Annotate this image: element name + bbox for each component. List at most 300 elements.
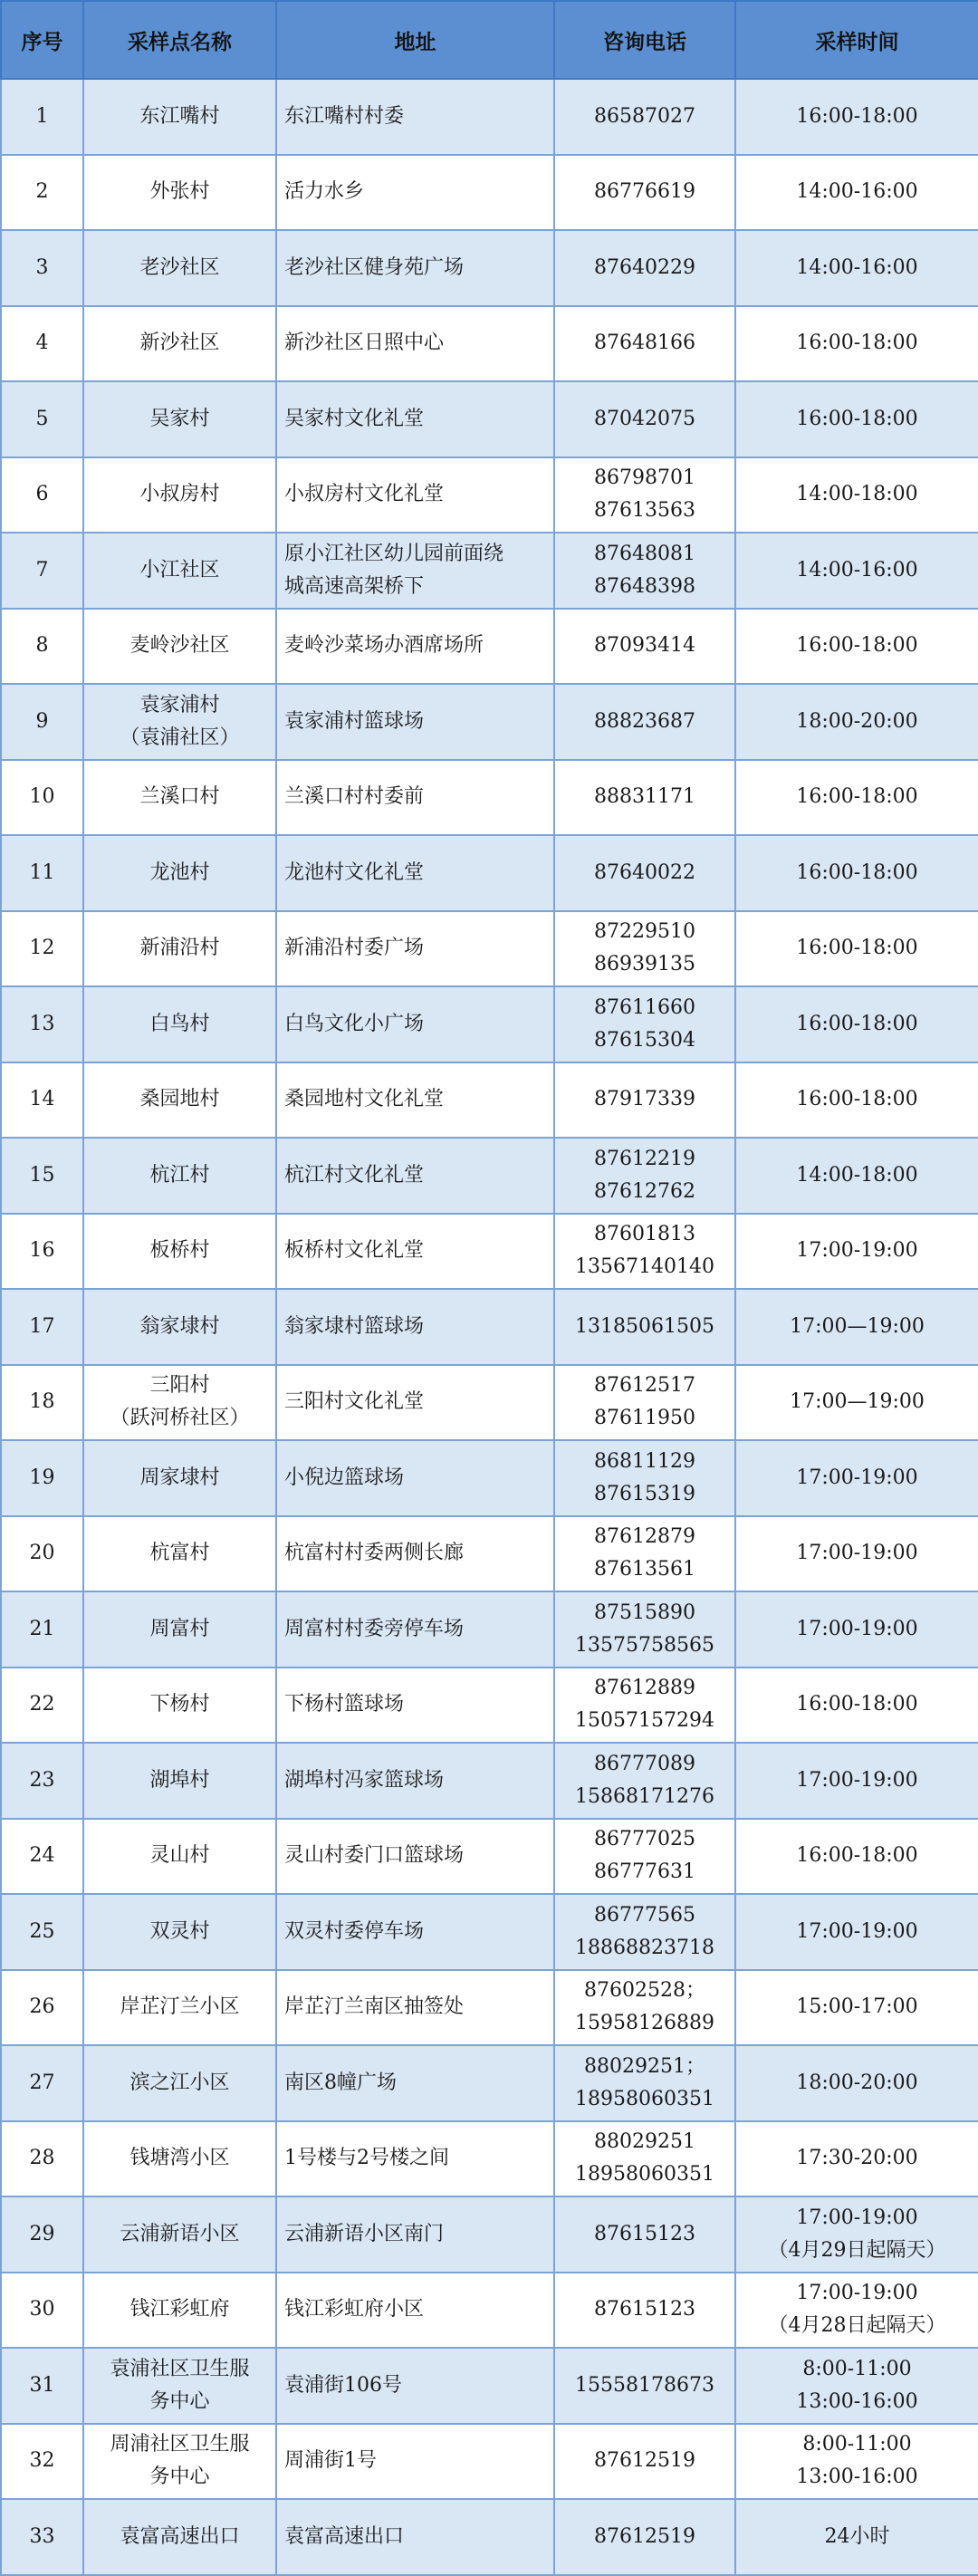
cell-phone	[554, 1894, 735, 1970]
cell-sampling-time	[735, 2499, 978, 2575]
cell-site-name	[83, 2273, 276, 2349]
cell-sampling-time	[735, 1440, 978, 1516]
cell-serial-no: 11	[1, 835, 83, 911]
cell-phone	[554, 609, 735, 685]
cell-serial-no: 10	[1, 760, 83, 836]
cell-site-name-line: 小江社区	[139, 558, 220, 582]
table-row	[1, 230, 978, 306]
cell-serial-no: 9	[1, 684, 83, 760]
cell-serial-no: 12	[1, 911, 83, 987]
cell-site-name	[83, 1516, 276, 1592]
cell-sampling-time-line: 17:00—19:00	[790, 1390, 925, 1414]
cell-address-line: 袁浦街106号	[284, 2373, 402, 2397]
cell-phone-line: 86798701	[594, 466, 695, 490]
cell-phone-line: 13575758565	[575, 1633, 714, 1657]
cell-phone-line: 86776619	[594, 180, 695, 204]
cell-sampling-time-line: 24小时	[824, 2524, 890, 2548]
cell-phone-line: 88823687	[594, 709, 695, 733]
cell-address	[276, 2348, 554, 2424]
cell-phone-line: 86939135	[594, 953, 695, 976]
cell-phone	[554, 533, 735, 609]
cell-phone	[554, 911, 735, 987]
cell-phone	[554, 1591, 735, 1668]
cell-sampling-time-line: 17:00-19:00	[796, 1466, 918, 1489]
cell-address	[276, 230, 554, 306]
cell-phone	[554, 1440, 735, 1516]
cell-address	[276, 760, 554, 836]
table-row	[1, 1138, 978, 1214]
table-row	[1, 1440, 978, 1516]
cell-site-name	[83, 986, 276, 1062]
cell-site-name-line: 袁富高速出口	[120, 2524, 240, 2548]
cell-phone	[554, 230, 735, 306]
table-row	[1, 684, 978, 760]
cell-sampling-time	[735, 155, 978, 231]
cell-sampling-time	[735, 1591, 978, 1668]
cell-sampling-time	[735, 2121, 978, 2197]
cell-site-name-line: 板桥村	[149, 1239, 210, 1263]
cell-site-name-line: 周富村	[149, 1617, 210, 1640]
cell-sampling-time	[735, 533, 978, 609]
cell-address-line: 灵山村委门口篮球场	[284, 1844, 465, 1868]
cell-address-line: 老沙社区健身苑广场	[284, 255, 465, 279]
table-row	[1, 835, 978, 911]
cell-site-name-line: 桑园地村	[139, 1088, 220, 1111]
cell-address-line: 周富村村委旁停车场	[284, 1617, 465, 1640]
cell-site-name-line: 灵山村	[149, 1844, 210, 1868]
cell-address	[276, 2121, 554, 2197]
cell-sampling-time-line: 14:00-18:00	[796, 483, 918, 506]
cell-address	[276, 609, 554, 685]
table-row	[1, 911, 978, 987]
cell-sampling-time-line: 13:00-16:00	[796, 2465, 918, 2489]
cell-sampling-time	[735, 1365, 978, 1441]
cell-site-name-line: 下杨村	[149, 1693, 210, 1716]
cell-site-name-line: 小叔房村	[139, 483, 220, 506]
cell-sampling-time	[735, 609, 978, 685]
cell-phone-line: 15558178673	[575, 2373, 714, 2397]
cell-site-name-line: 岸芷汀兰小区	[120, 1995, 240, 2019]
cell-phone-line: 86777631	[594, 1860, 695, 1884]
cell-serial-no: 20	[1, 1516, 83, 1592]
cell-phone-line: 87601813	[594, 1223, 695, 1246]
table-body	[1, 79, 978, 2575]
cell-sampling-time	[735, 2424, 978, 2500]
table-row	[1, 1591, 978, 1668]
cell-sampling-time-line: （4月29日起隔天）	[768, 2238, 946, 2262]
cell-serial-no: 33	[1, 2499, 83, 2575]
cell-sampling-time	[735, 760, 978, 836]
cell-phone	[554, 760, 735, 836]
cell-address	[276, 684, 554, 760]
cell-phone	[554, 1138, 735, 1214]
cell-site-name	[83, 1440, 276, 1516]
cell-address-line: 杭富村村委两侧长廊	[284, 1542, 465, 1565]
table-row	[1, 2121, 978, 2197]
cell-sampling-time	[735, 1668, 978, 1744]
cell-phone-line: 15868171276	[575, 1784, 714, 1808]
cell-serial-no: 19	[1, 1440, 83, 1516]
cell-site-name	[83, 760, 276, 836]
cell-address-line: 活力水乡	[284, 180, 365, 204]
cell-site-name-line: 杭江村	[149, 1163, 210, 1187]
table-row	[1, 1214, 978, 1290]
cell-phone	[554, 381, 735, 457]
cell-address-line: 小叔房村文化礼堂	[284, 483, 445, 506]
cell-address	[276, 986, 554, 1062]
cell-site-name	[83, 609, 276, 685]
cell-sampling-time-line: 16:00-18:00	[796, 332, 918, 355]
cell-sampling-time-line: 17:00-19:00	[796, 1617, 918, 1640]
header-sampling-time: 采样时间	[735, 1, 978, 79]
cell-sampling-time	[735, 2273, 978, 2349]
cell-serial-no: 25	[1, 1894, 83, 1970]
cell-serial-no: 23	[1, 1743, 83, 1819]
cell-sampling-time-line: 16:00-18:00	[796, 1088, 918, 1111]
cell-phone-line: 87611660	[594, 995, 695, 1019]
cell-phone-line: 87615123	[594, 2298, 695, 2321]
cell-address	[276, 1365, 554, 1441]
cell-phone-line: 87602528；	[584, 1979, 705, 2003]
cell-address	[276, 1668, 554, 1744]
cell-phone-line: 86811129	[594, 1449, 695, 1473]
cell-site-name	[83, 1743, 276, 1819]
cell-address-line: 白鸟文化小广场	[284, 1012, 425, 1035]
cell-sampling-time-line: 18:00-20:00	[796, 2071, 918, 2094]
cell-sampling-time-line: 8:00-11:00	[802, 2433, 912, 2456]
cell-address-line: 1号楼与2号楼之间	[284, 2147, 449, 2170]
cell-site-name-line: 三阳村	[149, 1374, 210, 1398]
table-row	[1, 986, 978, 1062]
cell-phone-line: 87611950	[594, 1407, 695, 1430]
cell-phone-line: 87615123	[594, 2222, 695, 2245]
cell-sampling-time	[735, 1894, 978, 1970]
cell-phone-line: 87612889	[594, 1677, 695, 1700]
table-header-row	[1, 1, 978, 79]
cell-site-name-line: 周浦社区卫生服	[110, 2433, 250, 2456]
cell-sampling-time-line: 17:00-19:00	[796, 2206, 918, 2229]
cell-serial-no: 27	[1, 2045, 83, 2121]
table-row	[1, 381, 978, 457]
cell-serial-no: 16	[1, 1214, 83, 1290]
cell-sampling-time-line: 14:00-16:00	[796, 558, 918, 582]
cell-sampling-time-line: 16:00-18:00	[796, 1012, 918, 1035]
cell-address-line: 云浦新语小区南门	[284, 2222, 445, 2245]
cell-sampling-time	[735, 835, 978, 911]
cell-site-name-line: 湖埠村	[149, 1768, 210, 1792]
table-row	[1, 1894, 978, 1970]
cell-address-line: 桑园地村文化礼堂	[284, 1088, 445, 1111]
cell-address-line: 岸芷汀兰南区抽签处	[284, 1995, 465, 2019]
cell-site-name	[83, 1894, 276, 1970]
cell-phone	[554, 1743, 735, 1819]
cell-sampling-time	[735, 79, 978, 155]
cell-serial-no: 15	[1, 1138, 83, 1214]
cell-site-name	[83, 381, 276, 457]
table-row	[1, 1743, 978, 1819]
cell-phone-line: 15958126889	[575, 2012, 714, 2035]
cell-phone	[554, 2499, 735, 2575]
cell-address	[276, 2424, 554, 2500]
cell-phone	[554, 1668, 735, 1744]
cell-phone-line: 86777565	[594, 1903, 695, 1927]
cell-site-name-line: 东江嘴村	[139, 104, 220, 128]
cell-address	[276, 79, 554, 155]
cell-sampling-time	[735, 684, 978, 760]
cell-serial-no: 22	[1, 1668, 83, 1744]
cell-sampling-time-line: 13:00-16:00	[796, 2389, 918, 2413]
cell-address-line: 袁富高速出口	[284, 2524, 405, 2548]
cell-phone	[554, 1970, 735, 2046]
cell-serial-no: 26	[1, 1970, 83, 2046]
cell-serial-no: 8	[1, 609, 83, 685]
cell-site-name	[83, 2045, 276, 2121]
cell-address	[276, 1214, 554, 1290]
table-row	[1, 1062, 978, 1139]
header-serial-no: 序号	[1, 1, 83, 79]
table-row	[1, 1819, 978, 1895]
cell-site-name	[83, 533, 276, 609]
cell-sampling-time	[735, 457, 978, 533]
cell-phone-line: 87612879	[594, 1525, 695, 1549]
cell-phone-line: 87640229	[594, 255, 695, 279]
cell-sampling-time-line: 17:00-19:00	[796, 1768, 918, 1792]
cell-address-line: 城高速高架桥下	[284, 574, 425, 598]
cell-serial-no: 14	[1, 1062, 83, 1139]
cell-address-line: 南区8幢广场	[284, 2071, 397, 2094]
cell-site-name-line: 兰溪口村	[139, 785, 220, 809]
cell-site-name-line: 周家埭村	[139, 1466, 220, 1489]
cell-phone	[554, 1365, 735, 1441]
table-row	[1, 2273, 978, 2349]
cell-serial-no: 30	[1, 2273, 83, 2349]
cell-site-name-line: 新沙社区	[139, 332, 220, 355]
cell-address-line: 周浦街1号	[284, 2449, 377, 2473]
cell-phone-line: 87615304	[594, 1028, 695, 1052]
cell-sampling-time	[735, 986, 978, 1062]
cell-phone-line: 13567140140	[575, 1255, 714, 1279]
cell-site-name	[83, 1138, 276, 1214]
cell-site-name-line: 杭富村	[149, 1542, 210, 1565]
cell-address	[276, 1819, 554, 1895]
cell-site-name-line: 务中心	[149, 2465, 210, 2489]
table-row	[1, 2196, 978, 2273]
cell-serial-no: 24	[1, 1819, 83, 1895]
cell-phone-line: 18958060351	[575, 2087, 714, 2110]
cell-site-name	[83, 1970, 276, 2046]
cell-address	[276, 306, 554, 382]
cell-serial-no: 21	[1, 1591, 83, 1668]
cell-sampling-time	[735, 1970, 978, 2046]
cell-phone-line: 87648081	[594, 542, 695, 565]
cell-phone-line: 87093414	[594, 634, 695, 658]
cell-phone-line: 18958060351	[575, 2163, 714, 2187]
cell-serial-no: 13	[1, 986, 83, 1062]
cell-sampling-time	[735, 911, 978, 987]
cell-phone	[554, 835, 735, 911]
cell-site-name	[83, 684, 276, 760]
cell-phone	[554, 2273, 735, 2349]
table-row	[1, 1970, 978, 2046]
cell-phone-line: 13185061505	[575, 1314, 714, 1338]
cell-site-name-line: （袁浦社区）	[120, 726, 240, 749]
cell-phone-line: 87612519	[594, 2449, 695, 2473]
cell-phone-line: 88029251	[594, 2130, 695, 2154]
cell-address-line: 杭江村文化礼堂	[284, 1163, 425, 1187]
cell-sampling-time	[735, 2045, 978, 2121]
cell-sampling-time	[735, 230, 978, 306]
cell-phone	[554, 457, 735, 533]
cell-site-name	[83, 835, 276, 911]
cell-phone-line: 18868823718	[575, 1936, 714, 1959]
cell-site-name-line: 老沙社区	[139, 255, 220, 279]
cell-address	[276, 1440, 554, 1516]
cell-site-name	[83, 1668, 276, 1744]
cell-sampling-time	[735, 306, 978, 382]
cell-serial-no: 18	[1, 1365, 83, 1441]
cell-phone-line: 87042075	[594, 407, 695, 430]
cell-phone-line: 87612517	[594, 1374, 695, 1398]
cell-sampling-time	[735, 381, 978, 457]
cell-sampling-time-line: 14:00-16:00	[796, 180, 918, 204]
cell-address	[276, 1289, 554, 1365]
cell-phone	[554, 684, 735, 760]
cell-address-line: 双灵村委停车场	[284, 1919, 425, 1943]
cell-sampling-time-line: 16:00-18:00	[796, 1844, 918, 1868]
cell-sampling-time	[735, 1138, 978, 1214]
table-row	[1, 2348, 978, 2424]
cell-phone	[554, 1214, 735, 1290]
cell-site-name-line: 袁浦社区卫生服	[110, 2357, 250, 2380]
cell-serial-no: 1	[1, 79, 83, 155]
cell-phone	[554, 1289, 735, 1365]
cell-sampling-time-line: 17:00-19:00	[796, 1239, 918, 1263]
cell-phone-line: 87648166	[594, 332, 695, 355]
cell-address-line: 湖埠村冯家篮球场	[284, 1768, 445, 1792]
table-row	[1, 2045, 978, 2121]
cell-serial-no: 31	[1, 2348, 83, 2424]
cell-phone-line: 88029251；	[584, 2054, 705, 2078]
cell-site-name-line: 外张村	[149, 180, 210, 204]
cell-phone	[554, 2196, 735, 2273]
table-row	[1, 1516, 978, 1592]
cell-site-name	[83, 1365, 276, 1441]
cell-address	[276, 1591, 554, 1668]
cell-phone	[554, 2348, 735, 2424]
cell-site-name-line: 新浦沿村	[139, 937, 220, 960]
cell-phone-line: 87615319	[594, 1482, 695, 1505]
header-address: 地址	[276, 1, 554, 79]
cell-site-name-line: 翁家埭村	[139, 1314, 220, 1338]
cell-site-name	[83, 911, 276, 987]
cell-address	[276, 1894, 554, 1970]
cell-phone	[554, 1819, 735, 1895]
cell-phone	[554, 79, 735, 155]
cell-sampling-time-line: 16:00-18:00	[796, 785, 918, 809]
cell-phone	[554, 2121, 735, 2197]
cell-sampling-time-line: 17:30-20:00	[796, 2147, 918, 2170]
cell-serial-no: 3	[1, 230, 83, 306]
cell-sampling-time	[735, 1289, 978, 1365]
cell-address	[276, 1743, 554, 1819]
cell-sampling-time-line: 18:00-20:00	[796, 709, 918, 733]
header-site-name: 采样点名称	[83, 1, 276, 79]
cell-sampling-time-line: 16:00-18:00	[796, 937, 918, 960]
cell-address-line: 下杨村篮球场	[284, 1693, 405, 1716]
cell-site-name-line: 吴家村	[149, 407, 210, 430]
cell-sampling-time-line: 16:00-18:00	[796, 1693, 918, 1716]
table-row	[1, 1365, 978, 1441]
cell-serial-no: 32	[1, 2424, 83, 2500]
cell-phone-line: 87648398	[594, 574, 695, 598]
table-row	[1, 79, 978, 155]
cell-site-name-line: 白鸟村	[149, 1012, 210, 1035]
cell-sampling-time	[735, 1214, 978, 1290]
cell-site-name-line: 龙池村	[149, 860, 210, 884]
cell-sampling-time-line: 8:00-11:00	[802, 2357, 912, 2380]
table-row	[1, 2499, 978, 2575]
cell-address	[276, 2045, 554, 2121]
cell-address	[276, 2196, 554, 2273]
cell-site-name	[83, 2121, 276, 2197]
cell-phone-line: 87640022	[594, 860, 695, 884]
cell-serial-no: 4	[1, 306, 83, 382]
cell-phone-line: 88831171	[594, 785, 695, 809]
cell-site-name	[83, 1289, 276, 1365]
cell-serial-no: 28	[1, 2121, 83, 2197]
table-row	[1, 2424, 978, 2500]
cell-sampling-time	[735, 2348, 978, 2424]
cell-phone-line: 86777089	[594, 1752, 695, 1775]
cell-serial-no: 6	[1, 457, 83, 533]
cell-address-line: 三阳村文化礼堂	[284, 1390, 425, 1414]
cell-site-name	[83, 457, 276, 533]
cell-serial-no: 17	[1, 1289, 83, 1365]
cell-address-line: 新沙社区日照中心	[284, 332, 445, 355]
cell-address	[276, 381, 554, 457]
cell-address	[276, 1062, 554, 1139]
cell-address-line: 吴家村文化礼堂	[284, 407, 425, 430]
cell-sampling-time-line: 15:00-17:00	[796, 1995, 918, 2019]
cell-sampling-time-line: 17:00-19:00	[796, 1542, 918, 1565]
table-row	[1, 1289, 978, 1365]
cell-address-line: 东江嘴村村委	[284, 104, 405, 128]
cell-site-name	[83, 155, 276, 231]
cell-sampling-time	[735, 1743, 978, 1819]
cell-site-name-line: 钱江彩虹府	[129, 2298, 230, 2321]
cell-serial-no: 29	[1, 2196, 83, 2273]
cell-site-name	[83, 1062, 276, 1139]
table-row	[1, 533, 978, 609]
cell-phone-line: 86587027	[594, 104, 695, 128]
cell-site-name	[83, 1819, 276, 1895]
cell-address-line: 新浦沿村委广场	[284, 937, 425, 960]
cell-address-line: 龙池村文化礼堂	[284, 860, 425, 884]
cell-sampling-time-line: 14:00-16:00	[796, 255, 918, 279]
cell-phone-line: 15057157294	[575, 1709, 714, 1733]
cell-address-line: 小倪边篮球场	[284, 1466, 405, 1489]
cell-address	[276, 1516, 554, 1592]
table-row	[1, 1668, 978, 1744]
cell-phone	[554, 1062, 735, 1139]
cell-phone-line: 87612519	[594, 2524, 695, 2548]
cell-site-name	[83, 1214, 276, 1290]
cell-sampling-time-line: 14:00-18:00	[796, 1163, 918, 1187]
cell-address-line: 原小江社区幼儿园前面绕	[284, 542, 504, 565]
cell-sampling-time-line: 16:00-18:00	[796, 634, 918, 658]
cell-serial-no: 2	[1, 155, 83, 231]
cell-site-name-line: 麦岭沙社区	[129, 634, 230, 658]
